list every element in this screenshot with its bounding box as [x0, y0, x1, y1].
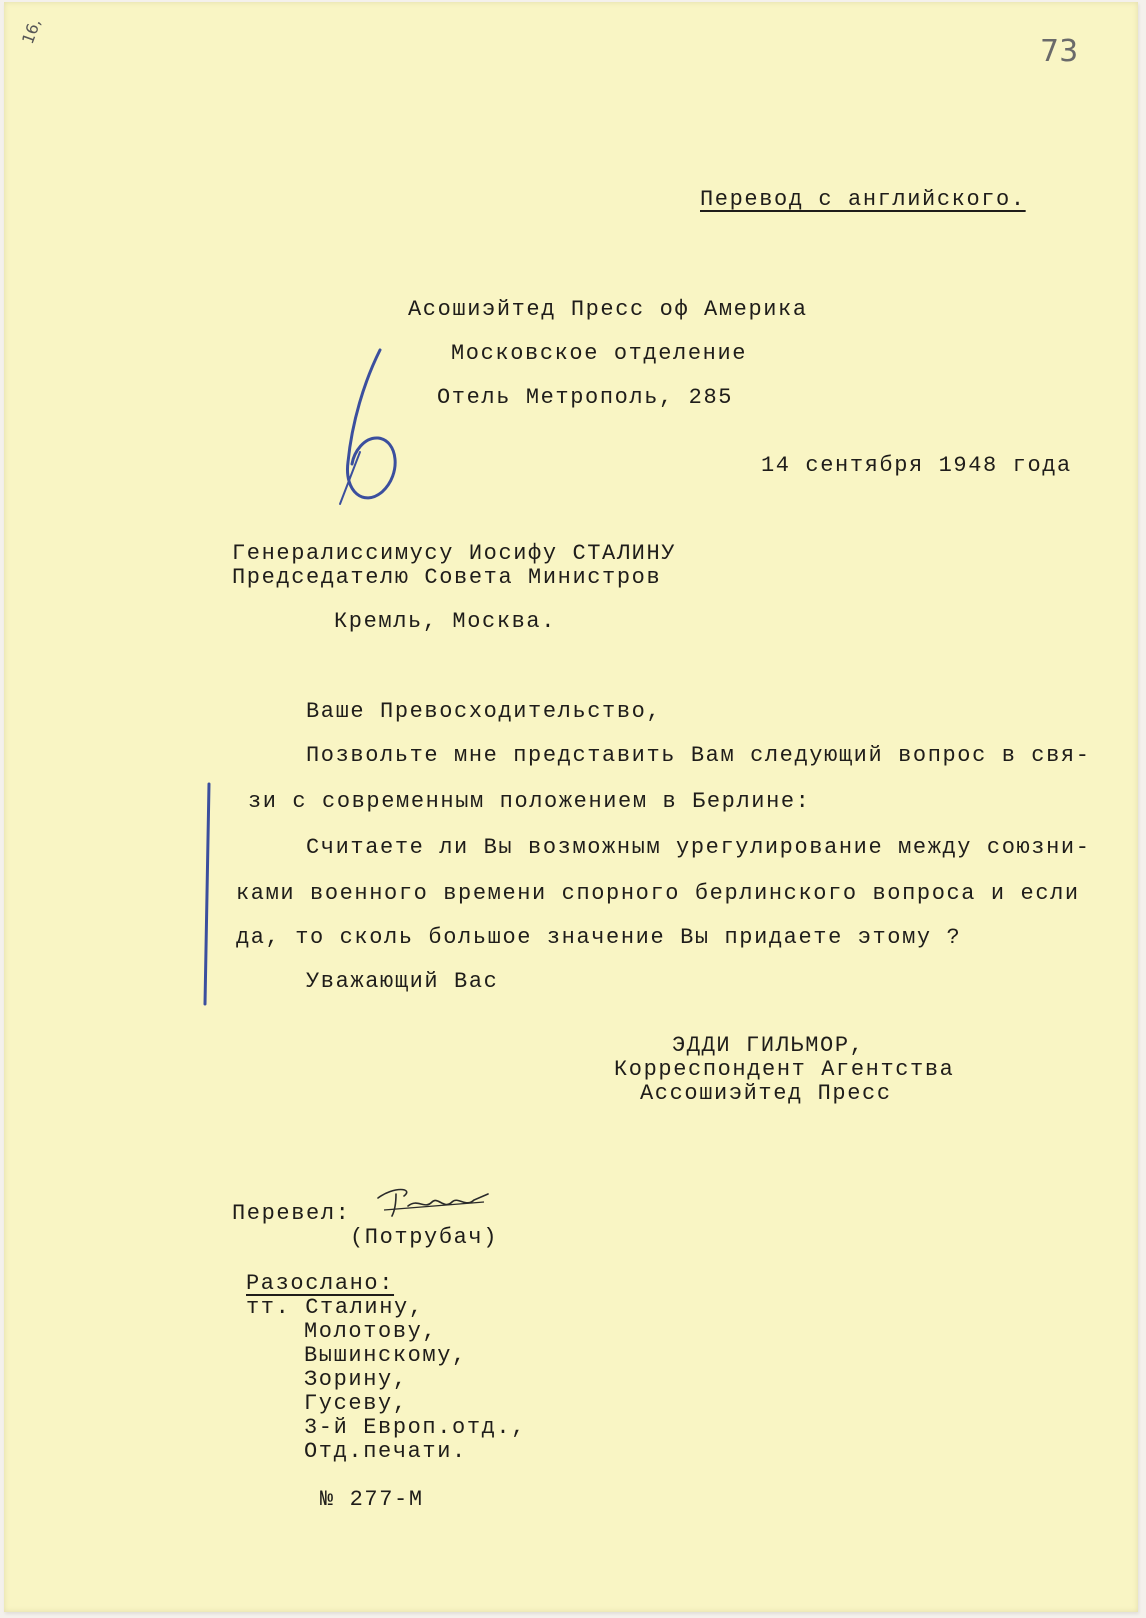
body-line: Считаете ли Вы возможным урегулирование между союзни- — [306, 835, 1091, 860]
translation-note: Перевод с английского. — [700, 187, 1026, 212]
letter-date: 14 сентября 1948 года — [761, 453, 1072, 478]
distribution-label: Разослано: — [246, 1271, 395, 1296]
org-name: Асошиэйтед Пресс оф Америка — [408, 297, 808, 322]
org-address: Отель Метрополь, 285 — [437, 385, 734, 410]
signer-title: Корреспондент Агентства — [614, 1057, 955, 1082]
document-page — [4, 2, 1138, 1612]
distribution-recipient: Отд.печати. — [304, 1439, 467, 1464]
translator-name: (Потрубач) — [350, 1225, 499, 1250]
distribution-recipient: тт. Сталину, — [246, 1295, 424, 1320]
margin-pencil-line — [202, 782, 214, 1006]
translator-signature — [374, 1180, 494, 1220]
addressee-location: Кремль, Москва. — [334, 609, 557, 634]
distribution-recipient: Гусеву, — [304, 1391, 408, 1416]
document-number: № 277-М — [320, 1487, 424, 1512]
page-number: 73 — [1040, 34, 1079, 69]
body-line: зи с современным положением в Берлине: — [248, 789, 811, 814]
translator-label: Перевел: — [232, 1201, 351, 1226]
org-branch: Московское отделение — [451, 341, 748, 366]
blue-pencil-mark — [334, 342, 414, 512]
signer-name: ЭДДИ ГИЛЬМОР, — [672, 1033, 865, 1058]
body-line: Позвольте мне представить Вам следующий вопрос в свя- — [306, 743, 1091, 768]
top-left-pencil-mark: 16, — [18, 16, 45, 47]
distribution-recipient: Молотову, — [304, 1319, 438, 1344]
signer-agency: Ассошиэйтед Пресс — [640, 1081, 892, 1106]
addressee-name: Генералиссимусу Иосифу СТАЛИНУ — [232, 541, 677, 566]
salutation: Ваше Превосходительство, — [306, 699, 662, 724]
closing: Уважающий Вас — [306, 969, 499, 994]
body-line: ками военного времени спорного берлинского вопроса и если — [236, 881, 1080, 906]
addressee-title: Председателю Совета Министров — [232, 565, 662, 590]
distribution-recipient: Зорину, — [304, 1367, 408, 1392]
distribution-recipient: Вышинскому, — [304, 1343, 467, 1368]
body-line: да, то сколь большое значение Вы придаете этому ? — [236, 925, 962, 950]
distribution-recipient: 3-й Европ.отд., — [304, 1415, 527, 1440]
